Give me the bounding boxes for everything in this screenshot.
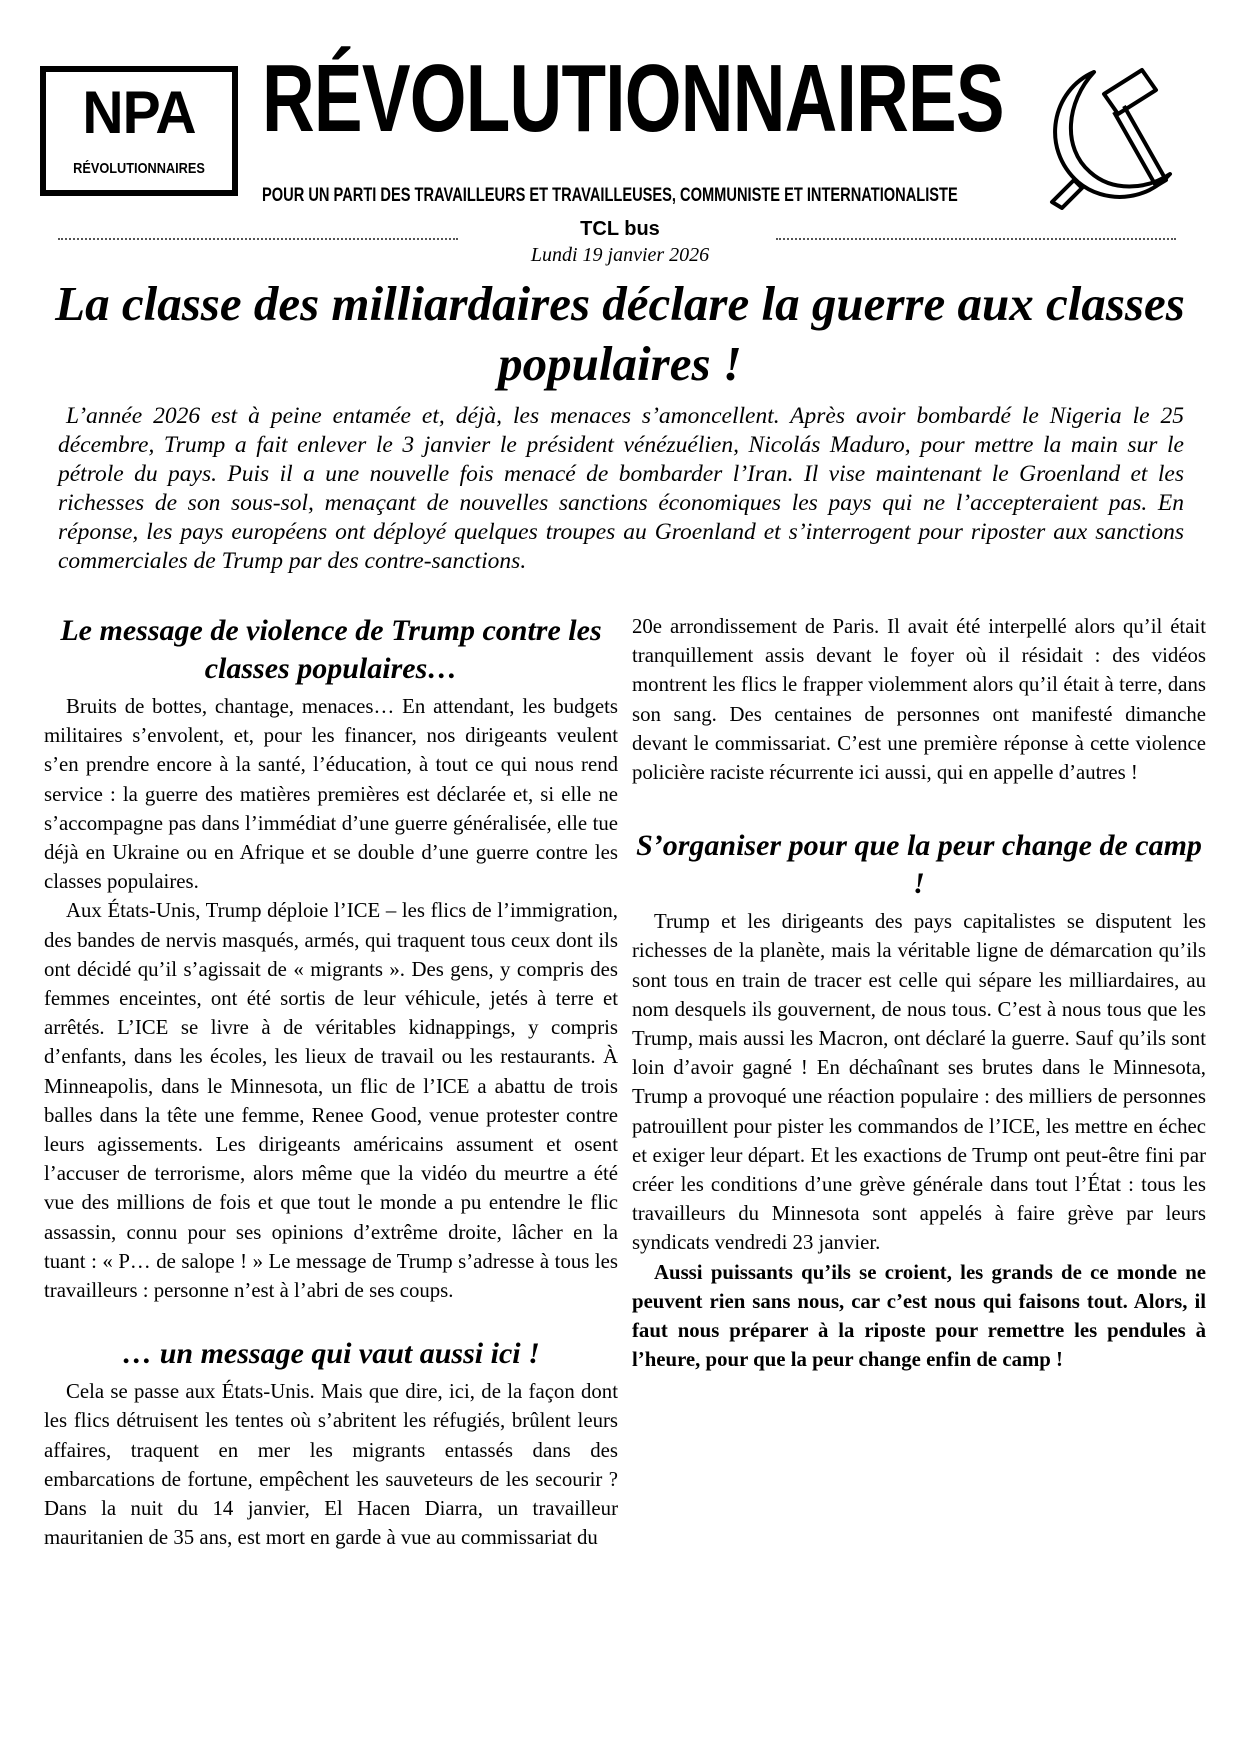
- section-heading: … un message qui vaut aussi ici !: [122, 1337, 540, 1371]
- logo-sub-text: RÉVOLUTIONNAIRES: [73, 160, 205, 177]
- paragraph: Trump et les dirigeants des pays capitalistes se disputent les richesses de la planète, mais la véritable ligne de démarcation qu’ils sont tous en train de tracer est celle qui sépare les milliardaires, au nom desquels ils gouvernent, de nous tous. C’est à nous tous que les Trump, mais aussi les Macron, ont déclaré la guerre. Sauf qu’ils sont loin d’avoir gagné ! En déchaînant ses brutes dans le Minnesota, Trump a provoqué une réaction populaire : des milliers de personnes patrouillent pour pister les commandos de l’ICE, les mettre en échec et exiger leur départ. Et les exactions de Trump ont peut-être fini par créer les conditions d’une grève générale dans tout l’État : tous les travailleurs du Minnesota sont appelés à faire grève par leurs syndicats vendredi 23 janvier.: [632, 910, 1206, 1255]
- masthead-tagline: POUR UN PARTI DES TRAVAILLEURS ET TRAVAILLEUSES, COMMUNISTE ET INTERNATIONALISTE: [262, 185, 958, 206]
- section-heading: Le message de violence de Trump contre les classes populaires…: [60, 614, 602, 685]
- section-heading: S’organiser pour que la peur change de camp !: [636, 829, 1202, 901]
- issue-date: Lundi 19 janvier 2026: [530, 244, 710, 266]
- edition-label: TCL bus: [580, 218, 660, 240]
- intro-paragraph: L’année 2026 est à peine entamée et, déjà, les menaces s’amoncellent. Après avoir bombardé le Nigeria le 25 décembre, Trump a fait enlever le 3 janvier le président vénézuélien, Nicolás Maduro, pour mettre la main sur le pétrole du pays. Puis il a une nouvelle fois menacé de bombarder l’Iran. Il vise maintenant le Groenland et les richesses de son sous-sol, menaçant de nouvelles sanctions économiques les pays qui ne l’accepteraient pas. En réponse, les pays européens ont déployé quelques troupes au Groenland et s’interrogent pour riposter aux sanctions commerciales de Trump par des contre-sanctions.: [58, 403, 1184, 574]
- logo-main-text: NPA: [82, 79, 196, 146]
- paragraph: Bruits de bottes, chantage, menaces… En attendant, les budgets militaires s’envolent, et, pour les financer, nos dirigeants veulent s’en prendre encore à la santé, l’éducation, à tout ce qui nous rend service : la guerre des matières premières est déclarée et, si elle ne s’accompagne pas dans l’immédiat d’une guerre généralisée, elle tue déjà en Ukraine ou en Afrique et se double d’une guerre contre les classes populaires.: [44, 695, 618, 894]
- headline: La classe des milliardaires déclare la guerre aux classes populaires !: [55, 276, 1185, 391]
- masthead-title: RÉVOLUTIONNAIRES: [262, 45, 1004, 152]
- paragraph-continued: 20e arrondissement de Paris. Il avait été interpellé alors qu’il était tranquillement assis devant le foyer où il résidait : des vidéos montrent les flics le frapper violemment alors qu’il était à terre, dans son sang. Des centaines de personnes ont manifesté dimanche devant le commissariat. C’est une première réponse à cette violence policière raciste récurrente ici aussi, qui en appelle d’autres !: [632, 615, 1206, 785]
- divider-right: [776, 238, 1176, 240]
- paragraph: Aux États-Unis, Trump déploie l’ICE – les flics de l’immigration, des bandes de nervis masqués, armés, qui traquent tous ceux dont ils ont décidé qu’il s’agissait de « migrants ». Des gens, y compris des femmes enceintes, ont été sortis de leur véhicule, jetés à terre et arrêtés. L’ICE se livre à de véritables kidnappings, y compris d’enfants, dans les écoles, les lieux de travail ou les restaurants. À Minneapolis, dans le Minnesota, un flic de l’ICE a abattu de trois balles dans la tête une femme, Renee Good, venue protester contre leurs agissements. Les dirigeants américains assument et osent l’accuser de terrorisme, alors même que la vidéo du meurtre a été vue des millions de fois et que tout le monde a pu entendre le flic assassin, connu pour ses opinions d’extrême droite, lâcher en la tuant : « P… de salope ! » Le message de Trump s’adresse à tous les travailleurs : personne n’est à l’abri de ses coups.: [44, 899, 618, 1303]
- paragraph: Cela se passe aux États-Unis. Mais que dire, ici, de la façon dont les flics détruisent les tentes où s’abritent les réfugiés, brûlent leurs affaires, traquent en mer les migrants entassés dans des embarcations de fortune, empêchent les sauveteurs de les secourir ? Dans la nuit du 14 janvier, El Hacen Diarra, un travailleur mauritanien de 35 ans, est mort en garde à vue au commissariat du: [44, 1380, 618, 1550]
- hammer-and-sickle-icon: [1034, 60, 1182, 210]
- right-column: [632, 612, 1206, 1374]
- divider-left: [58, 238, 458, 240]
- npa-logo: [40, 66, 238, 196]
- left-column: [44, 612, 618, 1552]
- closing-statement: Aussi puissants qu’ils se croient, les grands de ce monde ne peuvent rien sans nous, car c’est nous qui faisons tout. Alors, il faut nous préparer à la riposte pour remettre les pendules à l’heure, pour que la peur change enfin de camp !: [632, 1260, 1206, 1372]
